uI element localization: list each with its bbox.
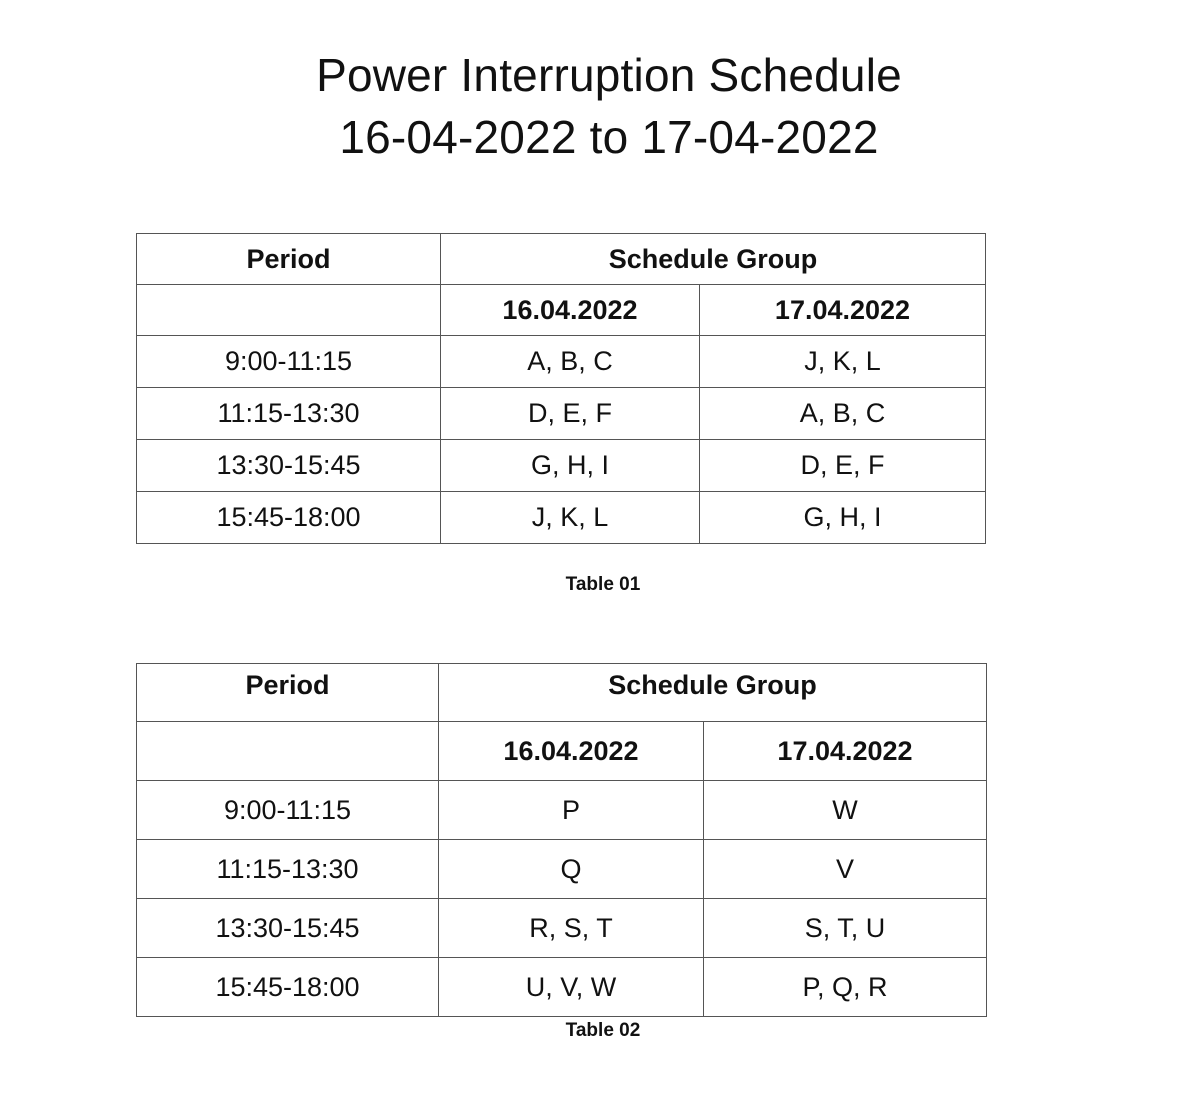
- group-cell: D, E, F: [700, 440, 986, 492]
- group-cell: A, B, C: [700, 388, 986, 440]
- period-cell: 9:00-11:15: [137, 781, 439, 840]
- period-cell: 13:30-15:45: [137, 899, 439, 958]
- date-header: 16.04.2022: [441, 285, 700, 336]
- group-cell: W: [704, 781, 987, 840]
- group-cell: S, T, U: [704, 899, 987, 958]
- period-cell: 11:15-13:30: [137, 840, 439, 899]
- table-row: [137, 492, 986, 544]
- table-row: [137, 899, 987, 958]
- period-cell: 9:00-11:15: [137, 336, 441, 388]
- table-row: [137, 440, 986, 492]
- date-header: 17.04.2022: [704, 722, 987, 781]
- group-cell: P: [439, 781, 704, 840]
- group-cell: J, K, L: [441, 492, 700, 544]
- date-header: 16.04.2022: [439, 722, 704, 781]
- group-cell: D, E, F: [441, 388, 700, 440]
- schedule-group-header: Schedule Group: [441, 234, 986, 285]
- table-caption: Table 01: [565, 574, 641, 595]
- schedule-group-header: Schedule Group: [439, 664, 987, 722]
- table-row: [137, 388, 986, 440]
- group-cell: J, K, L: [700, 336, 986, 388]
- table-caption: Table 02: [565, 1020, 641, 1041]
- group-cell: A, B, C: [441, 336, 700, 388]
- empty-cell: [137, 722, 439, 781]
- title-line-1: Power Interruption Schedule: [316, 49, 902, 101]
- period-cell: 15:45-18:00: [137, 958, 439, 1017]
- group-cell: R, S, T: [439, 899, 704, 958]
- table-row: [137, 840, 987, 899]
- group-cell: Q: [439, 840, 704, 899]
- schedule-table-2: [136, 663, 987, 1017]
- date-header: 17.04.2022: [700, 285, 986, 336]
- period-header: Period: [137, 664, 439, 722]
- period-cell: 15:45-18:00: [137, 492, 441, 544]
- schedule-table-1: [136, 233, 986, 544]
- group-cell: V: [704, 840, 987, 899]
- period-header: Period: [137, 234, 441, 285]
- group-cell: P, Q, R: [704, 958, 987, 1017]
- page-title: [0, 44, 1194, 168]
- table-row: [137, 336, 986, 388]
- period-cell: 13:30-15:45: [137, 440, 441, 492]
- period-cell: 11:15-13:30: [137, 388, 441, 440]
- table-row: [137, 781, 987, 840]
- title-line-2: 16-04-2022 to 17-04-2022: [339, 111, 879, 163]
- group-cell: G, H, I: [700, 492, 986, 544]
- table-row: [137, 958, 987, 1017]
- empty-cell: [137, 285, 441, 336]
- group-cell: U, V, W: [439, 958, 704, 1017]
- group-cell: G, H, I: [441, 440, 700, 492]
